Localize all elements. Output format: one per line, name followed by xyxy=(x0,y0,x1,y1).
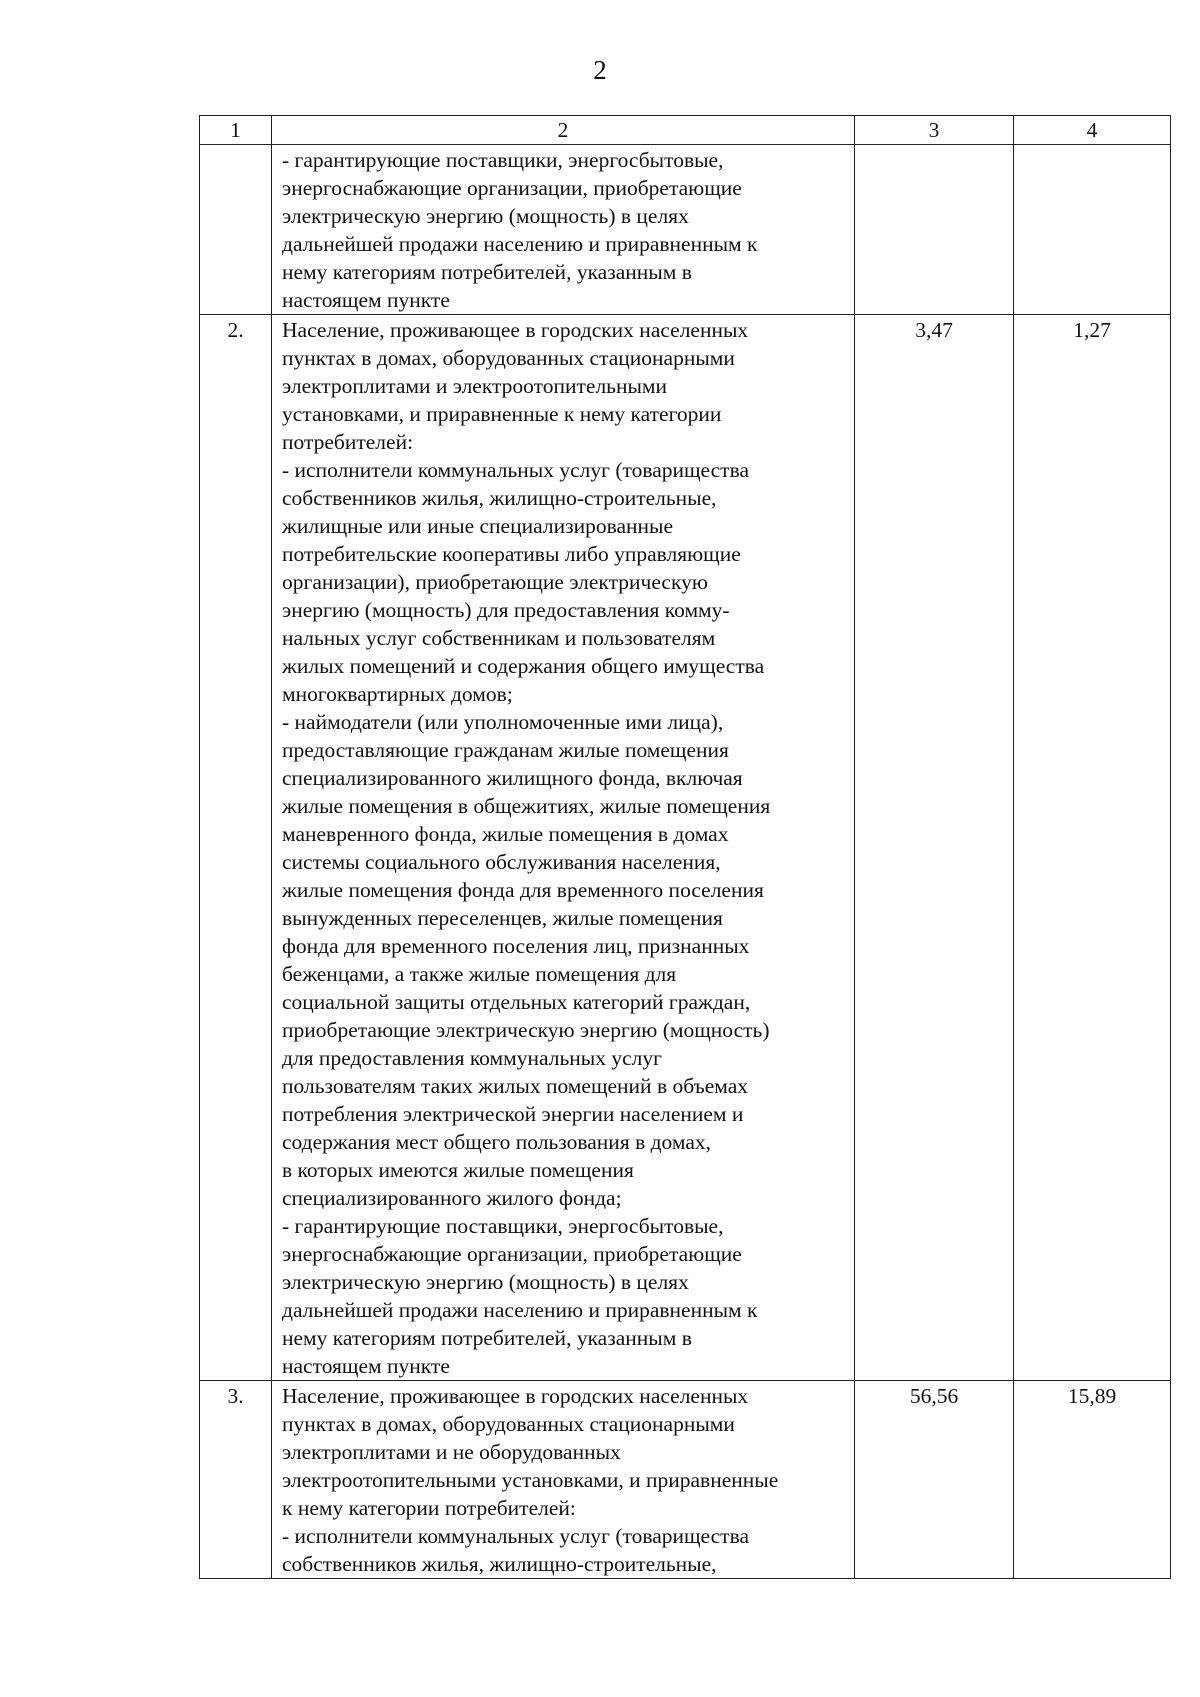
description-cell xyxy=(272,315,855,1381)
description-line: дальнейшей продажи населению и приравненным к xyxy=(282,232,758,256)
description-line: пунктах в домах, оборудованных стационарными xyxy=(282,1412,735,1436)
description-line: системы социального обслуживания населения, xyxy=(282,850,721,874)
description-line: потребителей: xyxy=(282,430,414,454)
description-line: электрическую энергию (мощность) в целях xyxy=(282,204,689,228)
header-cell-2: 2 xyxy=(272,116,855,145)
description-line: приобретающие электрическую энергию (мощность) xyxy=(282,1018,770,1042)
description-line: нему категориям потребителей, указанным в xyxy=(282,1326,692,1350)
description-line: жилые помещения в общежитиях, жилые помещения xyxy=(282,794,771,818)
row-number-cell: 2. xyxy=(200,315,272,1381)
description-line: - исполнители коммунальных услуг (товарищества xyxy=(282,1524,749,1548)
description-line: электроплитами и не оборудованных xyxy=(282,1440,621,1464)
description-line: пользователям таких жилых помещений в объемах xyxy=(282,1074,749,1098)
description-line: установками, и приравненные к нему категории xyxy=(282,402,722,426)
header-cell-3: 3 xyxy=(855,116,1014,145)
description-line: предоставляющие гражданам жилые помещения xyxy=(282,738,729,762)
description-line: нальных услуг собственникам и пользователям xyxy=(282,626,716,650)
description-line: для предоставления коммунальных услуг xyxy=(282,1046,662,1070)
header-cell-4: 4 xyxy=(1014,116,1171,145)
description-line: энергию (мощность) для предоставления комму- xyxy=(282,598,730,622)
description-cell xyxy=(272,145,855,315)
value-cell-col4: 15,89 xyxy=(1014,1381,1171,1579)
description-line: к нему категории потребителей: xyxy=(282,1496,576,1520)
description-line: дальнейшей продажи населению и приравненным к xyxy=(282,1298,758,1322)
description-line: энергоснабжающие организации, приобретающие xyxy=(282,1242,742,1266)
description-line: энергоснабжающие организации, приобретающие xyxy=(282,176,742,200)
description-line: нему категориям потребителей, указанным в xyxy=(282,260,692,284)
description-line: содержания мест общего пользования в домах, xyxy=(282,1130,712,1154)
description-line: беженцами, а также жилые помещения для xyxy=(282,962,677,986)
description-line: фонда для временного поселения лиц, признанных xyxy=(282,934,750,958)
description-line: настоящем пункте xyxy=(282,1354,450,1378)
description-line: - гарантирующие поставщики, энергосбытовые, xyxy=(282,1214,724,1238)
description-line: Население, проживающее в городских населенных xyxy=(282,318,749,342)
description-line: собственников жилья, жилищно-строительные, xyxy=(282,1552,717,1576)
description-line: собственников жилья, жилищно-строительные, xyxy=(282,486,717,510)
description-line: социальной защиты отдельных категорий граждан, xyxy=(282,990,751,1014)
description-line: электроплитами и электроотопительными xyxy=(282,374,668,398)
description-line: Население, проживающее в городских населенных xyxy=(282,1384,749,1408)
description-line: жилищные или иные специализированные xyxy=(282,514,673,538)
value-cell-col4 xyxy=(1014,145,1171,315)
description-line: - гарантирующие поставщики, энергосбытовые, xyxy=(282,148,724,172)
description-line: потребительские кооперативы либо управляющие xyxy=(282,542,741,566)
value-cell-col3: 56,56 xyxy=(855,1381,1014,1579)
description-line: жилые помещения фонда для временного поселения xyxy=(282,878,764,902)
description-line: многоквартирных домов; xyxy=(282,682,513,706)
description-line: жилых помещений и содержания общего имущества xyxy=(282,654,765,678)
description-line: - наймодатели (или уполномоченные ими лица), xyxy=(282,710,724,734)
table-row xyxy=(200,315,1171,1381)
description-line: специализированного жилого фонда; xyxy=(282,1186,622,1210)
description-line: вынужденных переселенцев, жилые помещения xyxy=(282,906,723,930)
description-line: настоящем пункте xyxy=(282,288,450,312)
description-line: маневренного фонда, жилые помещения в домах xyxy=(282,822,729,846)
description-line: потребления электрической энергии населением и xyxy=(282,1102,744,1126)
table-row xyxy=(200,1381,1171,1579)
value-cell-col3: 3,47 xyxy=(855,315,1014,1381)
page-number: 2 xyxy=(593,55,607,85)
row-number-cell: 3. xyxy=(200,1381,272,1579)
description-line: организации), приобретающие электрическую xyxy=(282,570,708,594)
table-header-row xyxy=(200,116,1171,145)
header-cell-1: 1 xyxy=(200,116,272,145)
description-line: электрическую энергию (мощность) в целях xyxy=(282,1270,689,1294)
table-row xyxy=(200,145,1171,315)
description-line: электроотопительными установками, и приравненные xyxy=(282,1468,779,1492)
value-cell-col4: 1,27 xyxy=(1014,315,1171,1381)
description-cell xyxy=(272,1381,855,1579)
description-line: - исполнители коммунальных услуг (товарищества xyxy=(282,458,749,482)
value-cell-col3 xyxy=(855,145,1014,315)
description-line: специализированного жилищного фонда, включая xyxy=(282,766,743,790)
description-line: пунктах в домах, оборудованных стационарными xyxy=(282,346,735,370)
tariff-table xyxy=(199,115,1171,1579)
description-line: в которых имеются жилые помещения xyxy=(282,1158,634,1182)
row-number-cell xyxy=(200,145,272,315)
